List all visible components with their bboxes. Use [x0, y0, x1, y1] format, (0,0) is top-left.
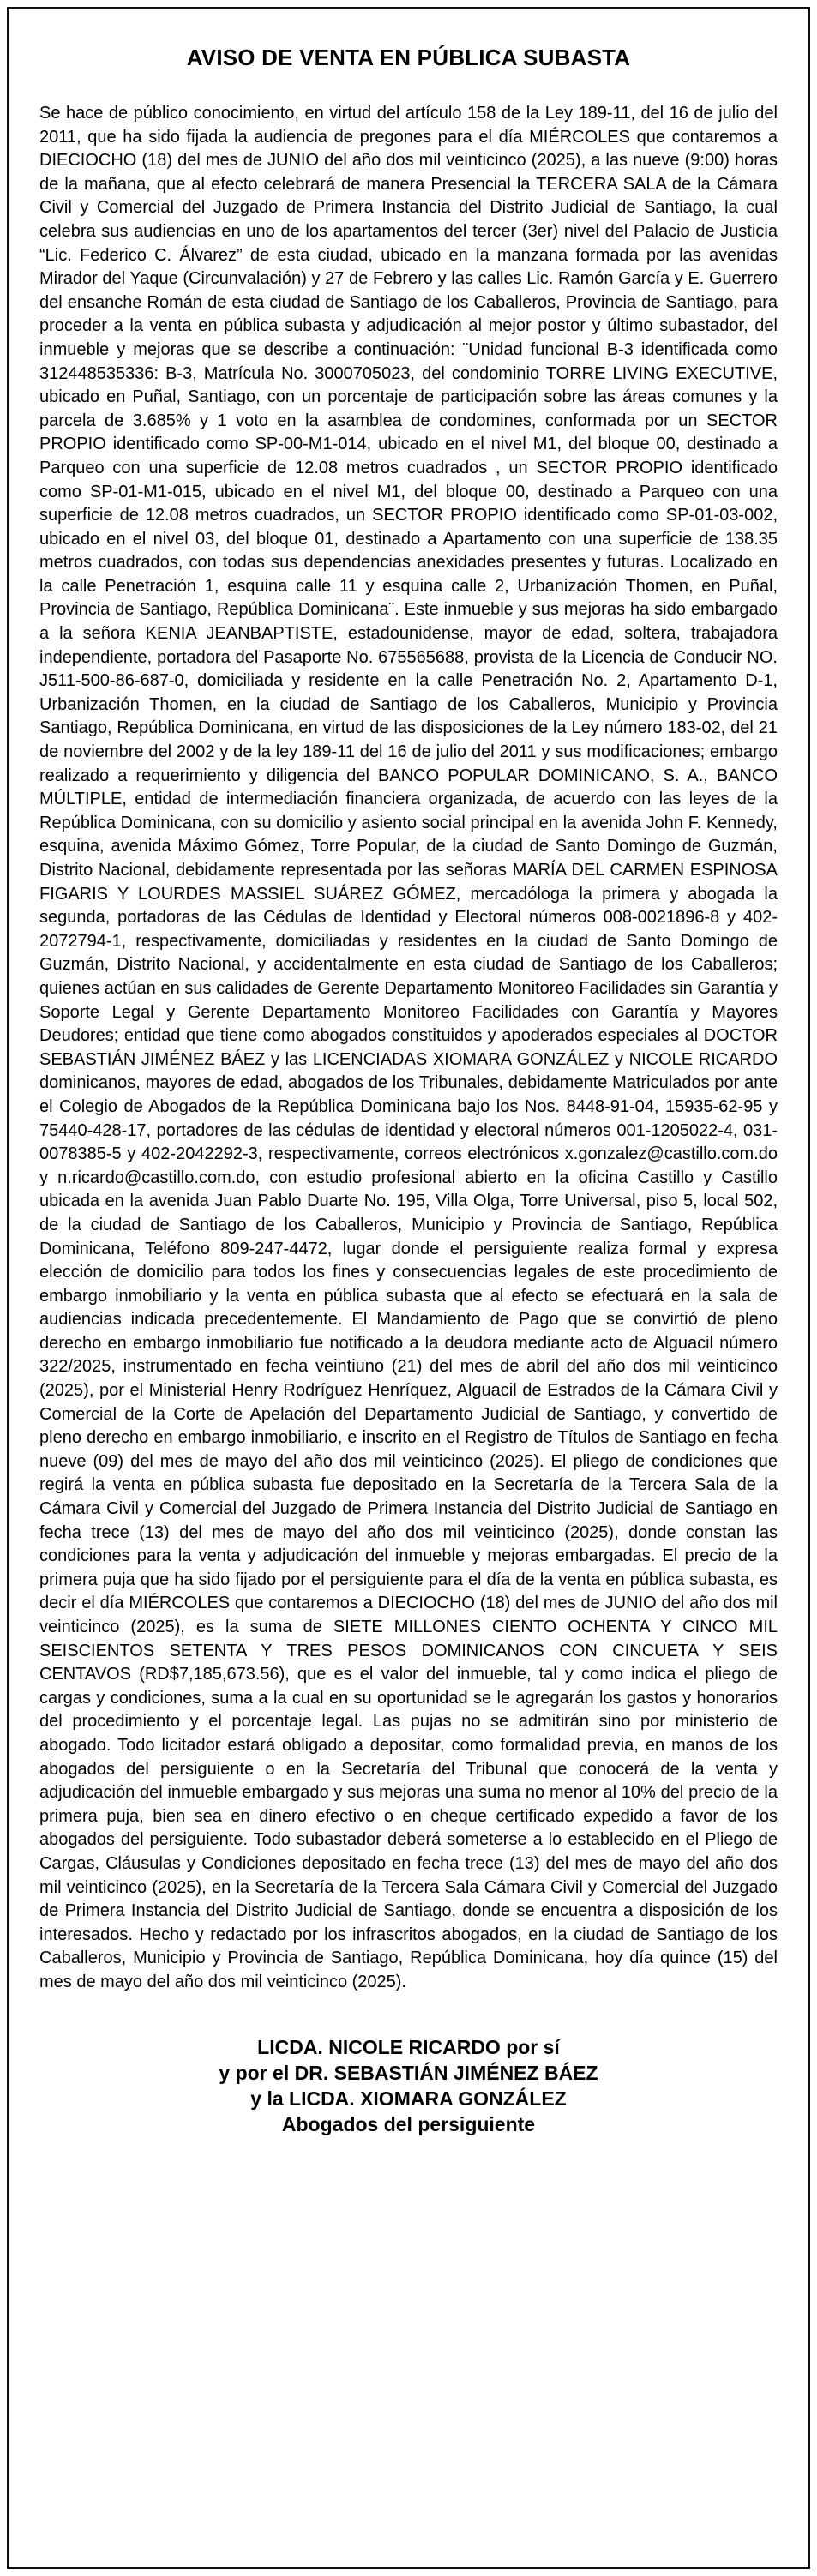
signature-block: [9, 2034, 808, 2137]
notice-frame: [7, 7, 810, 2569]
signature-line-1: LICDA. NICOLE RICARDO por sí: [257, 2035, 560, 2058]
notice-title: AVISO DE VENTA EN PÚBLICA SUBASTA: [186, 45, 631, 70]
signature-line-3: y la LICDA. XIOMARA GONZÁLEZ: [250, 2087, 567, 2110]
notice-body: Se hace de público conocimiento, en virtud del artículo 158 de la Ley 189-11, del 16 de julio del 2011, que ha sido fijada la audiencia de pregones para el día MIÉRCOLES que contaremos a DIECIOCHO (18) del mes de JUNIO del año dos mil veinticinco (2025), a las nueve (9:00) horas de la mañana, que al efecto celebrará de manera Presencial la TERCERA SALA de la Cámara Civil y Comercial del Juzgado de Primera Instancia del Distrito Judicial de Santiago, la cual celebra sus audiencias en uno de los apartamentos del tercer (3er) nivel del Palacio de Justicia “Lic. Federico C. Álvarez” de esta ciudad, ubicado en la manzana formada por las avenidas Mirador del Yaque (Circunvalación) y 27 de Febrero y las calles Lic. Ramón García y E. Guerrero del ensanche Román de esta ciudad de Santiago de los Caballeros, Provincia de Santiago, para proceder a la venta en pública subasta y adjudicación al mejor postor y último subastador, del inmueble y mejoras que se describe a continuación: ¨Unidad funcional B-3 identificada como 312448535336: B-3, Matrícula No. 3000705023, del condominio TORRE LIVING EXECUTIVE, ubicado en Puñal, Santiago, con un porcentaje de participación sobre las áreas comunes y la parcela de 3.685% y 1 voto en la asamblea de condomines, conformada por un SECTOR PROPIO identificado como SP-00-M1-014, ubicado en el nivel M1, del bloque 00, destinado a Parqueo con una superficie de 12.08 metros cuadrados , un SECTOR PROPIO identificado como SP-01-M1-015, ubicado en el nivel M1, del bloque 00, destinado a Parqueo con una superficie de 12.08 metros cuadrados, un SECTOR PROPIO identificado como SP-01-03-002, ubicado en el nivel 03, del bloque 01, destinado a Apartamento con una superficie de 138.35 metros cuadrados, con todas sus dependencias anexidades presentes y futuras. Localizado en la calle Penetración 1, esquina calle 11 y esquina calle 2, Urbanización Thomen, en Puñal, Provincia de Santiago, República Dominicana¨. Este inmueble y sus mejoras ha sido embargado a la señora KENIA JEANBAPTISTE, estadounidense, mayor de edad, soltera, trabajadora independiente, portadora del Pasaporte No. 675565688, provista de la Licencia de Conducir NO. J511-500-86-687-0, domiciliada y residente en la calle Penetración No. 2, Apartamento D-1, Urbanización Thomen, en la ciudad de Santiago de los Caballeros, Municipio y Provincia Santiago, República Dominicana, en virtud de las disposiciones de la Ley número 183-02, del 21 de noviembre del 2002 y de la ley 189-11 del 16 de julio del 2011 y sus modificaciones; embargo realizado a requerimiento y diligencia del BANCO POPULAR DOMINICANO, S. A., BANCO MÚLTIPLE, entidad de intermediación financiera organizada, de acuerdo con las leyes de la República Dominicana, con su domicilio y asiento social principal en la avenida John F. Kennedy, esquina, avenida Máximo Gómez, Torre Popular, de la ciudad de Santo Domingo de Guzmán, Distrito Nacional, debidamente representada por las señoras MARÍA DEL CARMEN ESPINOSA FIGARIS Y LOURDES MASSIEL SUÁREZ GÓMEZ, mercadóloga la primera y abogada la segunda, portadoras de las Cédulas de Identidad y Electoral números 008-0021896-8 y 402-2072794-1, respectivamente, domiciliadas y residentes en la ciudad de Santo Domingo de Guzmán, Distrito Nacional, y accidentalmente en esta ciudad de Santiago de los Caballeros; quienes actúan en sus calidades de Gerente Departamento Monitoreo Facilidades sin Garantía y Soporte Legal y Gerente Departamento Monitoreo Facilidades con Garantía y Mayores Deudores; entidad que tiene como abogados constituidos y apoderados especiales al DOCTOR SEBASTIÁN JIMÉNEZ BÁEZ y las LICENCIADAS XIOMARA GONZÁLEZ y NICOLE RICARDO dominicanos, mayores de edad, abogados de los Tribunales, debidamente Matriculados por ante el Colegio de Abogados de la República Dominicana bajo los Nos. 8448-91-04, 15935-62-95 y 75440-428-17, portadores de las cédulas de identidad y electoral números 001-1205022-4, 031-0078385-5 y 402-2042292-3, respectivamente, correos electrónicos x.gonzalez@castillo.com.do y n.ricardo@castillo.com.do, con estudio profesional abierto en la oficina Castillo y Castillo ubicada en la avenida Juan Pablo Duarte No. 195, Villa Olga, Torre Universal, piso 5, local 502, de la ciudad de Santiago de los Caballeros, Municipio y Provincia de Santiago, República Dominicana, Teléfono 809-247-4472, lugar donde el persiguiente realiza formal y expresa elección de domicilio para todos los fines y consecuencias legales de este procedimiento de embargo inmobiliario y la venta en pública subasta que al efecto se efectuará en la sala de audiencias indicada precedentemente. El Mandamiento de Pago que se convirtió de pleno derecho en embargo inmobiliario fue notificado a la deudora mediante acto de Alguacil número 322/2025, instrumentado en fecha veintiuno (21) del mes de abril del año dos mil veinticinco (2025), por el Ministerial Henry Rodríguez Henríquez, Alguacil de Estrados de la Cámara Civil y Comercial de la Corte de Apelación del Departamento Judicial de Santiago, y convertido de pleno derecho en embargo inmobiliario, e inscrito en el Registro de Títulos de Santiago en fecha nueve (09) del mes de mayo del año dos mil veinticinco (2025). El pliego de condiciones que regirá la venta en pública subasta fue depositado en la Secretaría de la Tercera Sala de la Cámara Civil y Comercial del Juzgado de Primera Instancia del Distrito Judicial de Santiago en fecha trece (13) del mes de mayo del año dos mil veinticinco (2025), donde constan las condiciones para la venta y adjudicación del inmueble y mejoras embargadas. El precio de la primera puja que ha sido fijado por el persiguiente para el día de la venta en pública subasta, es decir el día MIÉRCOLES que contaremos a DIECIOCHO (18) del mes de JUNIO del año dos mil veinticinco (2025), es la suma de SIETE MILLONES CIENTO OCHENTA Y CINCO MIL SEISCIENTOS SETENTA Y TRES PESOS DOMINICANOS CON CINCUETA Y SEIS CENTAVOS (RD$7,185,673.56), que es el valor del inmueble, tal y como indica el pliego de cargas y condiciones, suma a la cual en su oportunidad se le agregarán los gastos y honorarios del procedimiento y el porcentaje legal. Las pujas no se admitirán sino por ministerio de abogado. Todo licitador estará obligado a depositar, como formalidad previa, en manos de los abogados del persiguiente o en la Secretaría del Tribunal que conocerá de la venta y adjudicación del inmueble embargado y sus mejoras una suma no menor al 10% del precio de la primera puja, bien sea en dinero efectivo o en cheque certificado expedido a favor de los abogados del persiguiente. Todo subastador deberá someterse a lo establecido en el Pliego de Cargas, Cláusulas y Condiciones depositado en fecha trece (13) del mes de mayo del año dos mil veinticinco (2025), en la Secretaría de la Tercera Sala Cámara Civil y Comercial del Juzgado de Primera Instancia del Distrito Judicial de Santiago, donde se encuentra a disposición de los interesados. Hecho y redactado por los infrascritos abogados, en la ciudad de Santiago de los Caballeros, Municipio y Provincia de Santiago, República Dominicana, hoy día quince (15) del mes de mayo del año dos mil veinticinco (2025).: [39, 104, 778, 1991]
signature-line-4: Abogados del persiguiente: [281, 2112, 536, 2135]
signature-line-2: y por el DR. SEBASTIÁN JIMÉNEZ BÁEZ: [219, 2061, 598, 2084]
